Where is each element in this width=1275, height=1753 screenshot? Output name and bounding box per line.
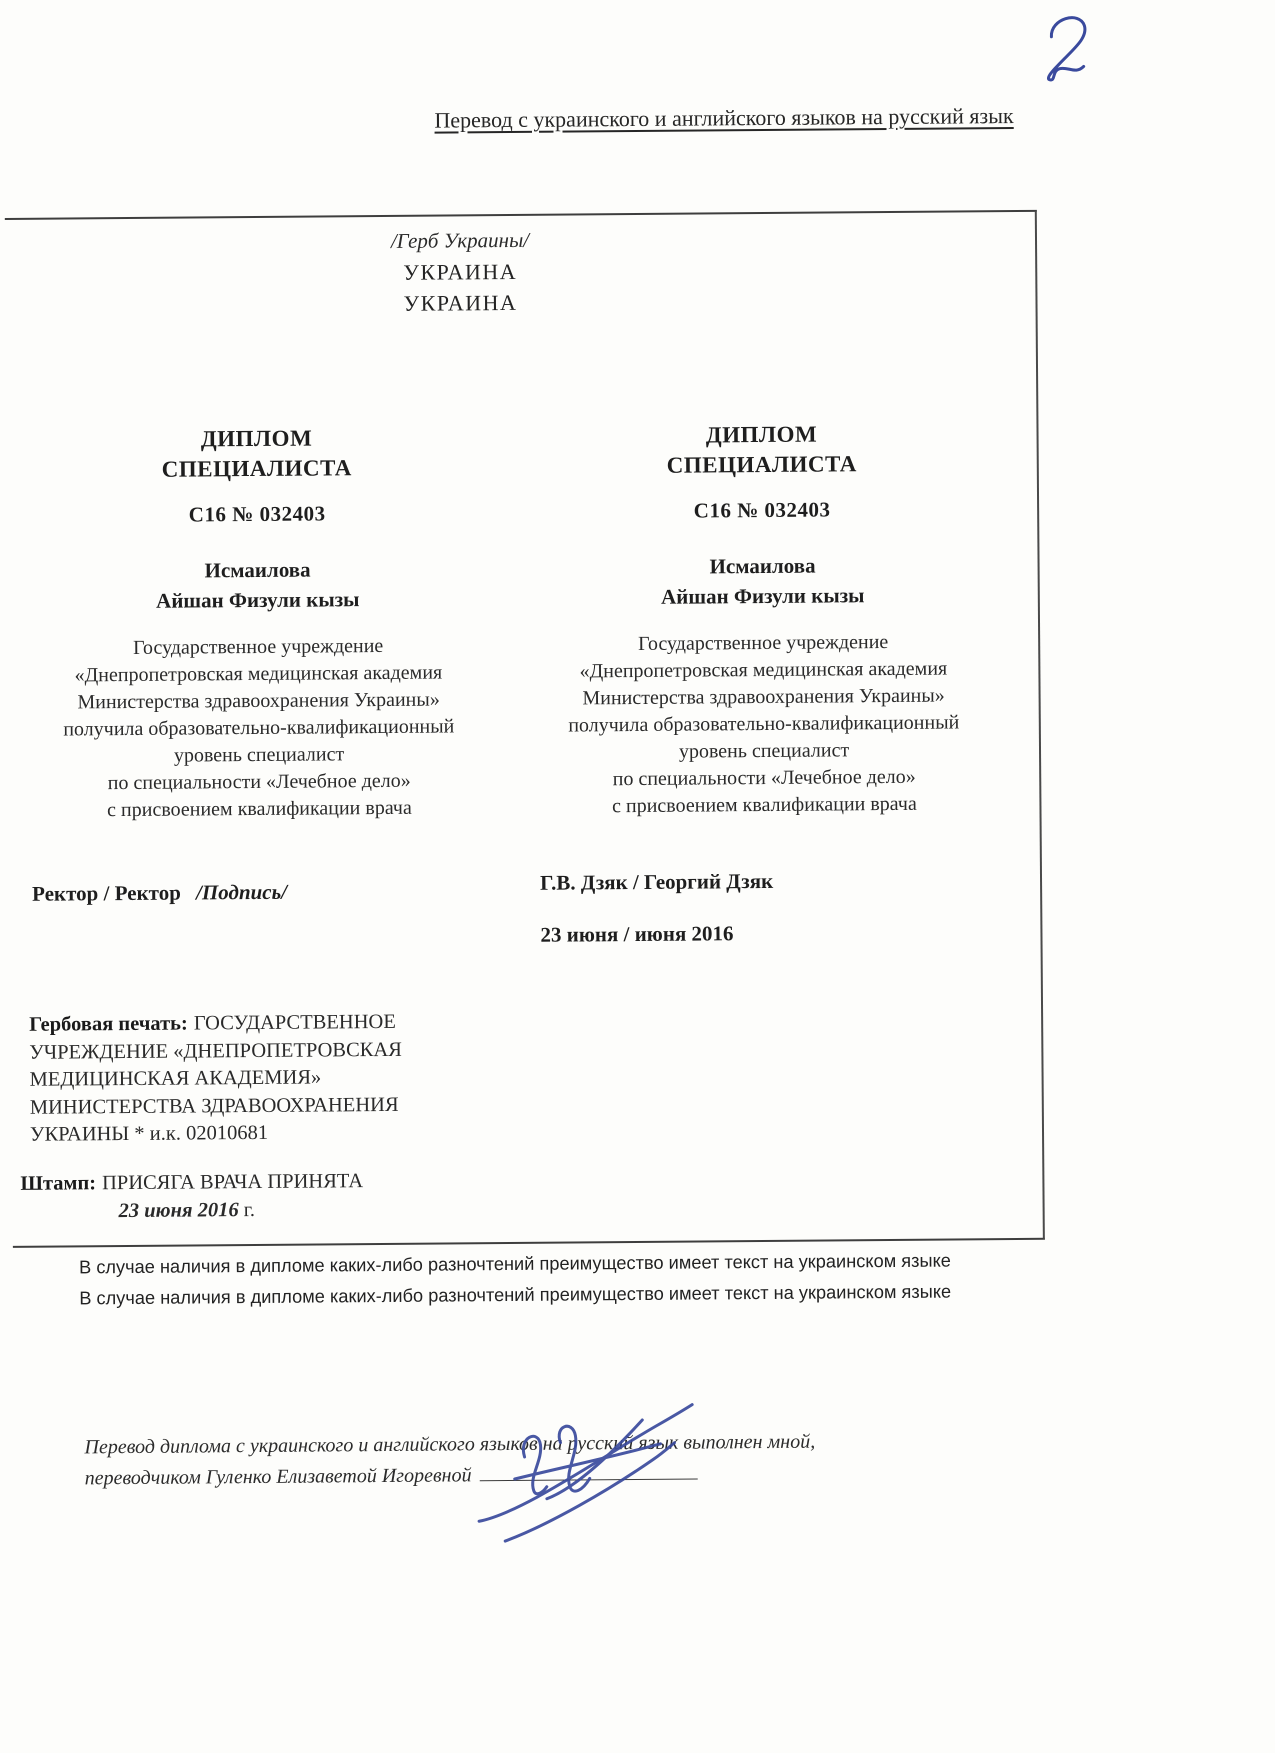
country-line-1: УКРАИНА xyxy=(403,258,518,285)
stamp-date: 23 июня 2016 xyxy=(118,1199,239,1223)
seal-line: МЕДИЦИНСКАЯ АКАДЕМИЯ» xyxy=(29,1066,322,1091)
body-line: с присвоением квалификации врача xyxy=(107,796,412,822)
diploma-title-line2: СПЕЦИАЛИСТА xyxy=(161,455,352,482)
disclaimer-line: В случае наличия в дипломе каких-либо разночтений преимущество имеет текст на украинском языке xyxy=(78,1249,951,1278)
graduate-surname: Исмаилова xyxy=(204,557,311,583)
body-line: уровень специалист xyxy=(173,743,345,767)
body-line: получила образовательно-квалификационный xyxy=(568,711,960,737)
seal-line: УКРАИНЫ * и.к. 02010681 xyxy=(29,1121,269,1146)
stamp-transcription xyxy=(20,1167,363,1226)
body-line: Государственное учреждение xyxy=(638,631,889,655)
stamp-date-suffix: г. xyxy=(243,1199,255,1222)
seal-text: ГОСУДАРСТВЕННОЕ xyxy=(193,1010,396,1035)
graduate-name xyxy=(17,553,497,617)
diploma-title-line1: ДИПЛОМ xyxy=(705,421,818,448)
right-column xyxy=(525,212,1003,1242)
graduate-surname: Исмаилова xyxy=(709,553,816,579)
body-line: Министерства здравоохранения Украины» xyxy=(582,684,945,710)
translator-name: переводчиком Гуленко Елизаветой Игоревной xyxy=(84,1464,472,1490)
body-line: «Днепропетровская медицинская академия xyxy=(579,657,948,683)
diploma-box xyxy=(5,210,1045,1248)
diploma-title-line2: СПЕЦИАЛИСТА xyxy=(666,451,857,478)
body-line: с присвоением квалификации врача xyxy=(612,792,917,818)
stamp-label: Штамп: xyxy=(20,1172,97,1195)
diploma-number: С16 № 032403 xyxy=(693,497,831,523)
precedence-disclaimer xyxy=(79,1244,986,1313)
body-line: Министерства здравоохранения Украины» xyxy=(77,688,440,714)
rector-line xyxy=(32,880,287,907)
body-line: по специальности «Лечебное дело» xyxy=(107,769,411,795)
diploma-title-line1: ДИПЛОМ xyxy=(200,425,313,452)
diploma-number: С16 № 032403 xyxy=(188,501,326,527)
stamp-date-line xyxy=(119,1195,364,1225)
body-line: Государственное учреждение xyxy=(133,634,384,659)
handwritten-page-number xyxy=(1035,8,1106,89)
emblem-note: /Герб Украины/ xyxy=(390,227,530,253)
diploma-title xyxy=(526,418,996,482)
seal-label: Гербовая печать: xyxy=(29,1012,188,1036)
seal-line: УЧРЕЖДЕНИЕ «ДНЕПРОПЕТРОВСКАЯ xyxy=(29,1038,402,1064)
graduate-name xyxy=(527,549,997,613)
graduate-given-names: Айшан Физули кызы xyxy=(156,587,360,613)
rector-name-line: Г.В. Дзяк / Георгий Дзяк xyxy=(539,868,774,895)
seal-transcription xyxy=(29,1008,490,1149)
diploma-body xyxy=(18,632,499,825)
rector-label: Ректор / Ректор xyxy=(32,880,181,906)
handwritten-2-icon xyxy=(1035,8,1106,89)
stamp-text: ПРИСЯГА ВРАЧА ПРИНЯТА xyxy=(101,1170,364,1195)
signature-placeholder-note: /Подпись/ xyxy=(195,879,288,905)
body-line: уровень специалист xyxy=(678,739,850,763)
diploma-title xyxy=(16,422,496,486)
translation-header: Перевод с украинского и английского языков на русский язык xyxy=(434,103,1014,133)
issue-date-line: 23 июня / июня 2016 xyxy=(540,921,734,947)
country-line-2: УКРАИНА xyxy=(403,289,518,316)
body-line: по специальности «Лечебное дело» xyxy=(612,765,916,791)
graduate-given-names: Айшан Физули кызы xyxy=(660,583,865,609)
translator-note-line1: Перевод диплома с украинского и английского языков на русский язык выполнен мной, xyxy=(84,1430,816,1459)
diploma-body xyxy=(528,628,999,821)
seal-line: МИНИСТЕРСТВА ЗДРАВООХРАНЕНИЯ xyxy=(29,1093,399,1119)
stamp-line xyxy=(20,1167,363,1198)
disclaimer-line: В случае наличия в дипломе каких-либо разночтений преимущество имеет текст на украинском языке xyxy=(79,1280,952,1309)
seal-line xyxy=(29,1008,489,1039)
body-line: «Днепропетровская медицинская академия xyxy=(74,661,443,687)
translator-signature-icon xyxy=(456,1397,737,1559)
body-line: получила образовательно-квалификационный xyxy=(63,715,455,741)
